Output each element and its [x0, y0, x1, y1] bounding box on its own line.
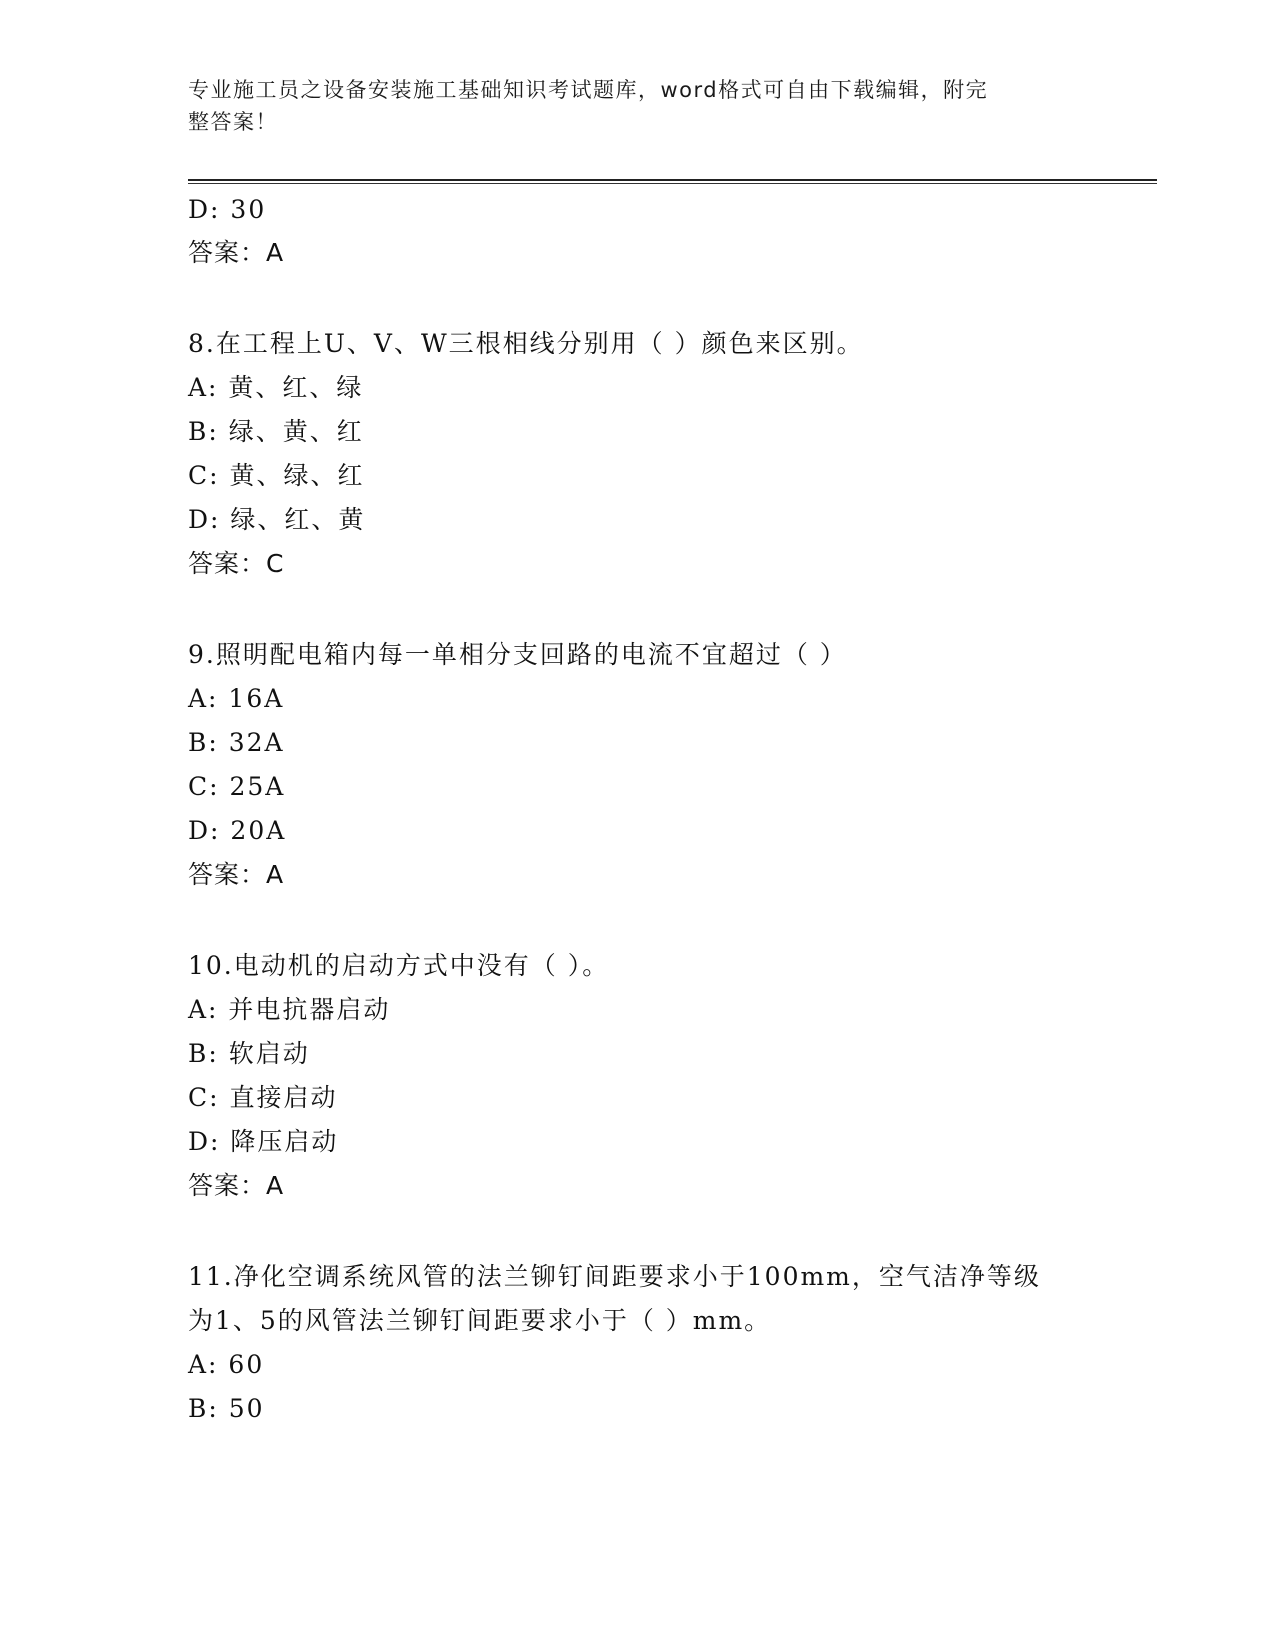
header-line-2: 整答案！	[188, 110, 278, 134]
q8-option-b: B: 绿、黄、红	[188, 417, 364, 446]
header-line-1: 专业施工员之设备安装施工基础知识考试题库，word格式可自由下载编辑，附完	[188, 78, 989, 102]
q10-answer: 答案：A	[188, 1171, 285, 1200]
q11-option-a: A: 60	[188, 1350, 265, 1379]
q9-option-a: A: 16A	[188, 684, 285, 713]
q11-stem-line-1: 11.净化空调系统风管的法兰铆钉间距要求小于100mm，空气洁净等级	[188, 1262, 1041, 1291]
q9-option-d: D: 20A	[188, 816, 287, 845]
q9-option-b: B: 32A	[188, 728, 285, 757]
q9-answer: 答案：A	[188, 860, 285, 889]
header-divider-thin	[188, 183, 1157, 184]
q10-option-d: D: 降压启动	[188, 1127, 339, 1156]
q8-option-d: D: 绿、红、黄	[188, 505, 366, 534]
q10-option-b: B: 软启动	[188, 1039, 310, 1068]
q7-option-d: D: 30	[188, 195, 267, 224]
q9-stem: 9.照明配电箱内每一单相分支回路的电流不宜超过（ ）	[188, 640, 847, 669]
q8-option-c: C: 黄、绿、红	[188, 461, 365, 490]
q8-option-a: A: 黄、红、绿	[188, 373, 364, 402]
q8-stem: 8.在工程上U、V、W三根相线分别用（ ）颜色来区别。	[188, 329, 864, 358]
document-header	[188, 74, 1068, 138]
header-divider-thick	[188, 179, 1157, 181]
q7-answer: 答案：A	[188, 238, 285, 267]
q8-answer: 答案：C	[188, 549, 285, 578]
q11-option-b: B: 50	[188, 1394, 265, 1423]
q9-option-c: C: 25A	[188, 772, 286, 801]
q10-stem: 10.电动机的启动方式中没有（ ）。	[188, 951, 610, 980]
q11-stem-line-2: 为1、5的风管法兰铆钉间距要求小于（ ）mm。	[188, 1306, 772, 1335]
q10-option-c: C: 直接启动	[188, 1083, 338, 1112]
q10-option-a: A: 并电抗器启动	[188, 995, 391, 1024]
